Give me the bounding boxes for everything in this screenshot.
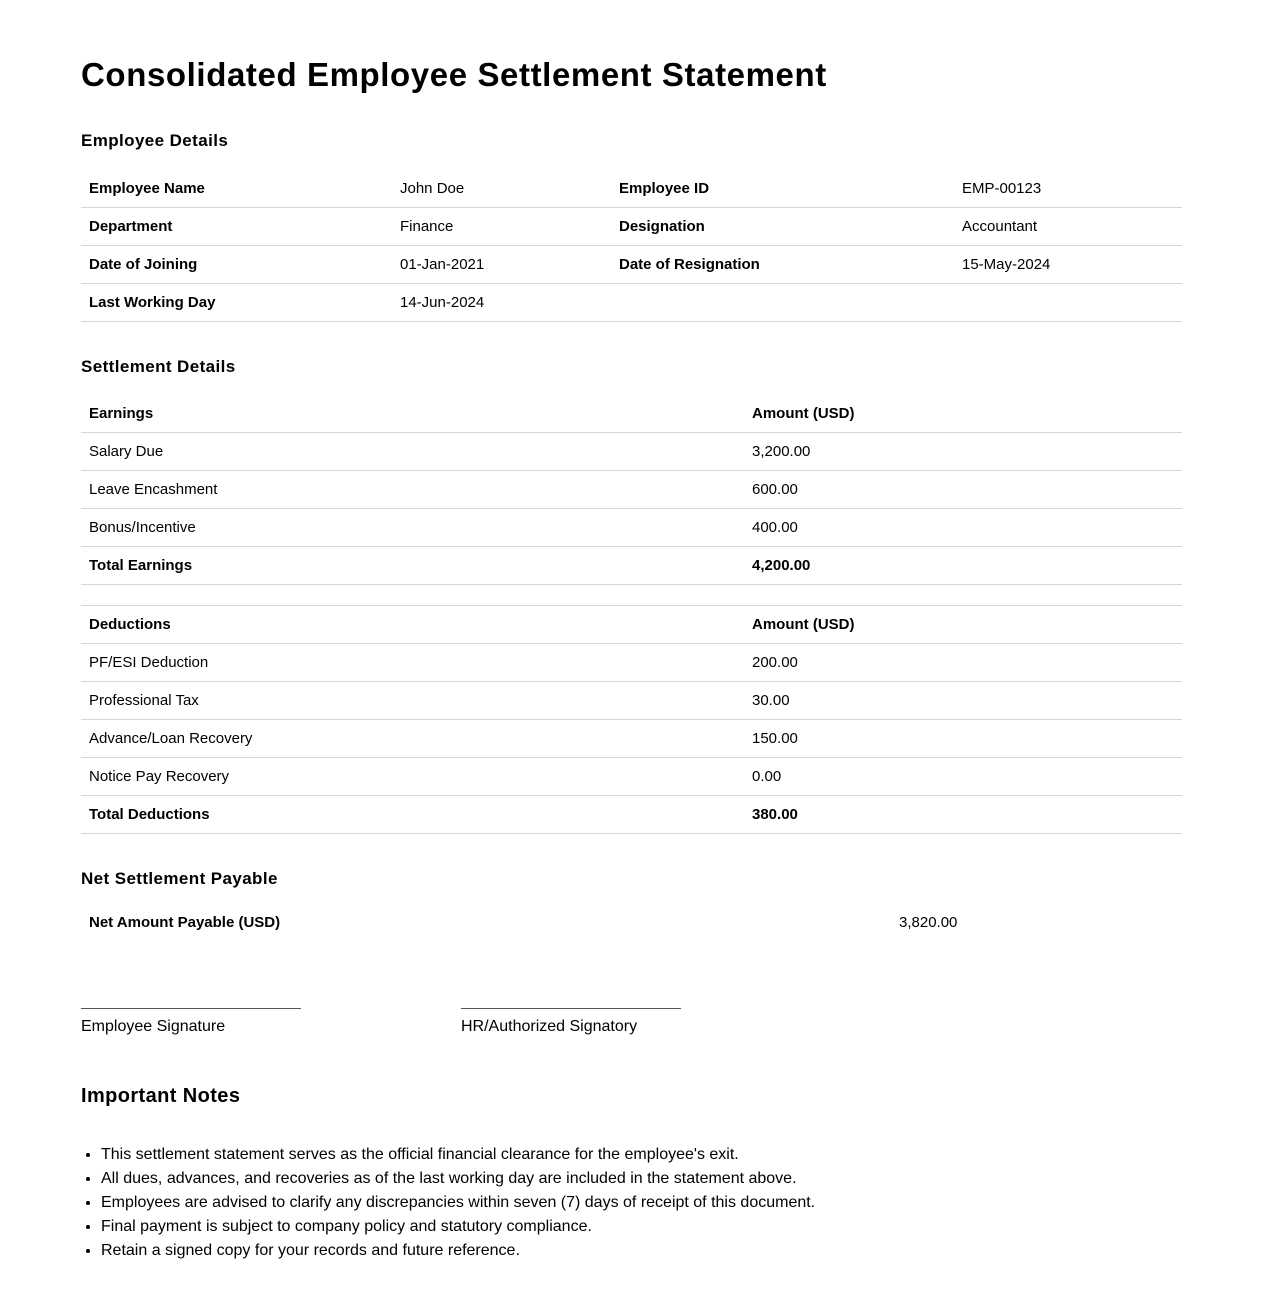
list-item: • Retain a signed copy for your records and future reference. [101,1239,815,1263]
column-header-earnings: Earnings [81,395,744,433]
employee-details-heading: Employee Details [81,131,229,150]
list-item: • Final payment is subject to company policy and statutory compliance. [101,1215,815,1239]
field-label: Date of Resignation [611,246,954,284]
field-value: EMP-00123 [954,170,1182,208]
field-label [611,284,954,322]
deduction-amount: 200.00 [744,644,1182,682]
table-row [81,246,1182,284]
field-value: Finance [392,208,611,246]
field-label: Last Working Day [81,284,392,322]
table-header-row [81,606,1182,644]
deduction-label: Advance/Loan Recovery [81,720,744,758]
signature-line [81,1008,301,1009]
table-row [81,720,1182,758]
net-amount-label: Net Amount Payable (USD) [89,914,281,931]
net-settlement-heading: Net Settlement Payable [81,869,278,888]
hr-signature-block [461,1008,681,1036]
earning-amount: 3,200.00 [744,433,1182,471]
hr-signature-caption: HR/Authorized Signatory [461,1018,638,1035]
earning-label: Bonus/Incentive [81,509,744,547]
deductions-table [81,605,1182,834]
page-title: Consolidated Employee Settlement Statement [81,56,827,93]
net-amount-value: 3,820.00 [899,914,958,931]
earning-amount: 600.00 [744,471,1182,509]
table-row [81,509,1182,547]
earning-label: Leave Encashment [81,471,744,509]
deduction-label: Professional Tax [81,682,744,720]
total-row [81,796,1182,834]
employee-signature-caption: Employee Signature [81,1018,226,1035]
field-label: Employee Name [81,170,392,208]
field-value: 01-Jan-2021 [392,246,611,284]
table-row [81,284,1182,322]
total-row [81,547,1182,585]
total-earnings-label: Total Earnings [81,547,744,585]
employee-details-table [81,170,1182,322]
column-header-amount: Amount (USD) [744,395,1182,433]
earnings-table [81,395,1182,585]
column-header-deductions: Deductions [81,606,744,644]
field-value: Accountant [954,208,1182,246]
table-row [81,682,1182,720]
table-row [81,433,1182,471]
column-header-amount: Amount (USD) [744,606,1182,644]
field-label: Designation [611,208,954,246]
field-value: 15-May-2024 [954,246,1182,284]
table-row [81,644,1182,682]
total-deductions-label: Total Deductions [81,796,744,834]
list-item: • All dues, advances, and recoveries as of the last working day are included in the statement above. [101,1167,815,1191]
deduction-label: PF/ESI Deduction [81,644,744,682]
deduction-amount: 150.00 [744,720,1182,758]
table-row [81,758,1182,796]
signature-line [461,1008,681,1009]
field-value: 14-Jun-2024 [392,284,611,322]
field-label: Date of Joining [81,246,392,284]
deduction-amount: 0.00 [744,758,1182,796]
list-item: • Employees are advised to clarify any discrepancies within seven (7) days of receipt of this document. [101,1191,815,1215]
field-label: Department [81,208,392,246]
table-row [81,471,1182,509]
list-item: • This settlement statement serves as the official financial clearance for the employee's exit. [101,1143,815,1167]
deduction-label: Notice Pay Recovery [81,758,744,796]
important-notes-heading: Important Notes [81,1085,241,1107]
important-notes-list [81,1143,815,1263]
deduction-amount: 30.00 [744,682,1182,720]
earning-label: Salary Due [81,433,744,471]
total-deductions-amount: 380.00 [744,796,1182,834]
settlement-details-heading: Settlement Details [81,357,236,376]
table-row [81,208,1182,246]
field-value [954,284,1182,322]
net-amount-row [81,908,1182,938]
field-label: Employee ID [611,170,954,208]
total-earnings-amount: 4,200.00 [744,547,1182,585]
employee-signature-block [81,1008,301,1036]
table-row [81,170,1182,208]
field-value: John Doe [392,170,611,208]
earning-amount: 400.00 [744,509,1182,547]
table-header-row [81,395,1182,433]
